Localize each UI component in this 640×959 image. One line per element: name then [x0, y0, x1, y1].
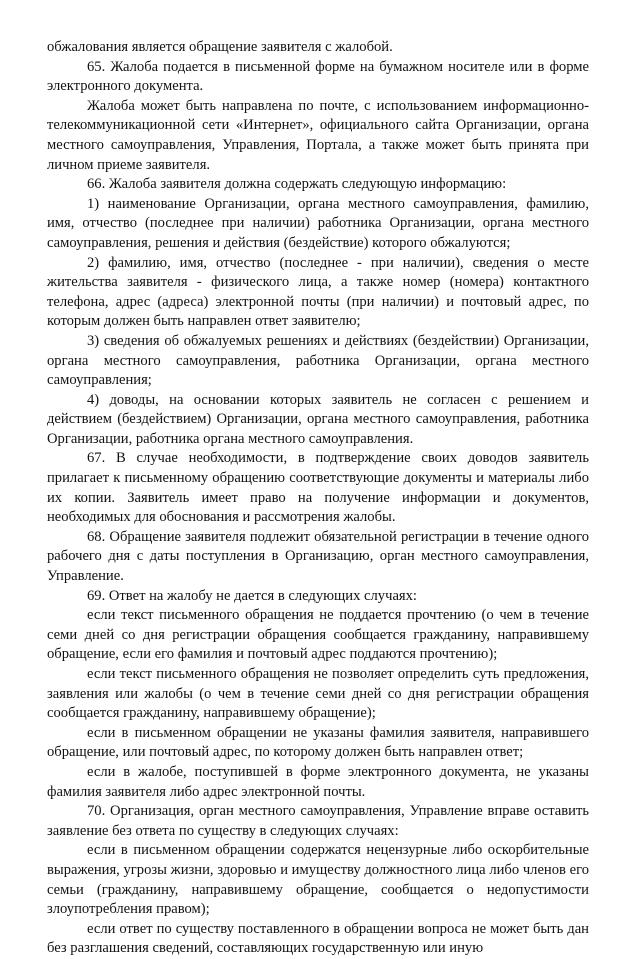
list-item: если текст письменного обращения не позволяет определить суть предложения, заявления или жалобы (о чем в течение семи дней со дня регистрации обращения сообщается гражданину, направившему обращение);	[47, 666, 589, 722]
list-item: 3) сведения об обжалуемых решениях и действиях (бездействии) Организации, органа местного самоуправления, работника Организации, органа местного самоуправления;	[47, 332, 589, 389]
list-item: 2) фамилию, имя, отчество (последнее - при наличии), сведения о месте жительства заявителя - физического лица, а также номер (номера) контактного телефона, адрес (адреса) электронной почты (при наличии) и почтовый адрес, по которым должен быть направлен ответ заявителю;	[47, 254, 589, 330]
list-item: 1) наименование Организации, органа местного самоуправления, фамилию, имя, отчество (последнее при наличии) работника Организации, органа местного самоуправления, решения и действия (бездействие) которого обжалуются;	[47, 195, 589, 251]
paragraph-67: 67. В случае необходимости, в подтверждение своих доводов заявитель прилагает к письменному обращению соответствующие документы и материалы либо их копии. Заявитель имеет право на получение информации и документов, необходимых для обоснования и рассмотрения жалобы.	[47, 450, 589, 526]
paragraph-66: 66. Жалоба заявителя должна содержать следующую информацию:	[87, 176, 507, 193]
paragraph-69: 69. Ответ на жалобу не дается в следующих случаях:	[87, 587, 417, 604]
paragraph: обжалования является обращение заявителя с жалобой.	[47, 39, 393, 55]
paragraph-65: 65. Жалоба подается в письменной форме на бумажном носителе или в форме электронного документа.	[47, 58, 589, 95]
list-item: 4) доводы, на основании которых заявитель не согласен с решением и действием (бездействием) Организации, органа местного самоуправления, работника Организации, работника органа местного самоуправления.	[47, 391, 589, 447]
list-item: если в письменном обращении не указаны фамилия заявителя, направившего обращение, или почтовый адрес, по которому должен быть направлен ответ;	[47, 724, 589, 761]
paragraph-68: 68. Обращение заявителя подлежит обязательной регистрации в течение одного рабочего дня с даты поступления в Организацию, орган местного самоуправления, Управление.	[47, 528, 589, 585]
paragraph: Жалоба может быть направлена по почте, с использованием информационно-телекоммуникационной сети «Интернет», официального сайта Организации, органа местного самоуправления, Управления, Портала, а также может быть принята при личном приеме заявителя.	[47, 97, 589, 173]
list-item: если ответ по существу поставленного в обращении вопроса не может быть дан без разглашения сведений, составляющих государственную или иную	[47, 920, 589, 957]
paragraph-70: 70. Организация, орган местного самоуправления, Управление вправе оставить заявление без ответа по существу в следующих случаях:	[47, 803, 589, 839]
list-item: если текст письменного обращения не поддается прочтению (о чем в течение семи дней со дня регистрации обращения сообщается гражданину, направившему обращение, если его фамилия и почтовый адрес поддаются прочтению);	[47, 607, 589, 663]
document-body	[47, 38, 589, 959]
list-item: если в жалобе, поступившей в форме электронного документа, не указаны фамилия заявителя либо адрес электронной почты.	[47, 763, 589, 800]
list-item: если в письменном обращении содержатся нецензурные либо оскорбительные выражения, угрозы жизни, здоровью и имуществу должностного лица либо членов его семьи (гражданину, направившему обращение, сообщается о недопустимости злоупотребления правом);	[47, 842, 589, 918]
